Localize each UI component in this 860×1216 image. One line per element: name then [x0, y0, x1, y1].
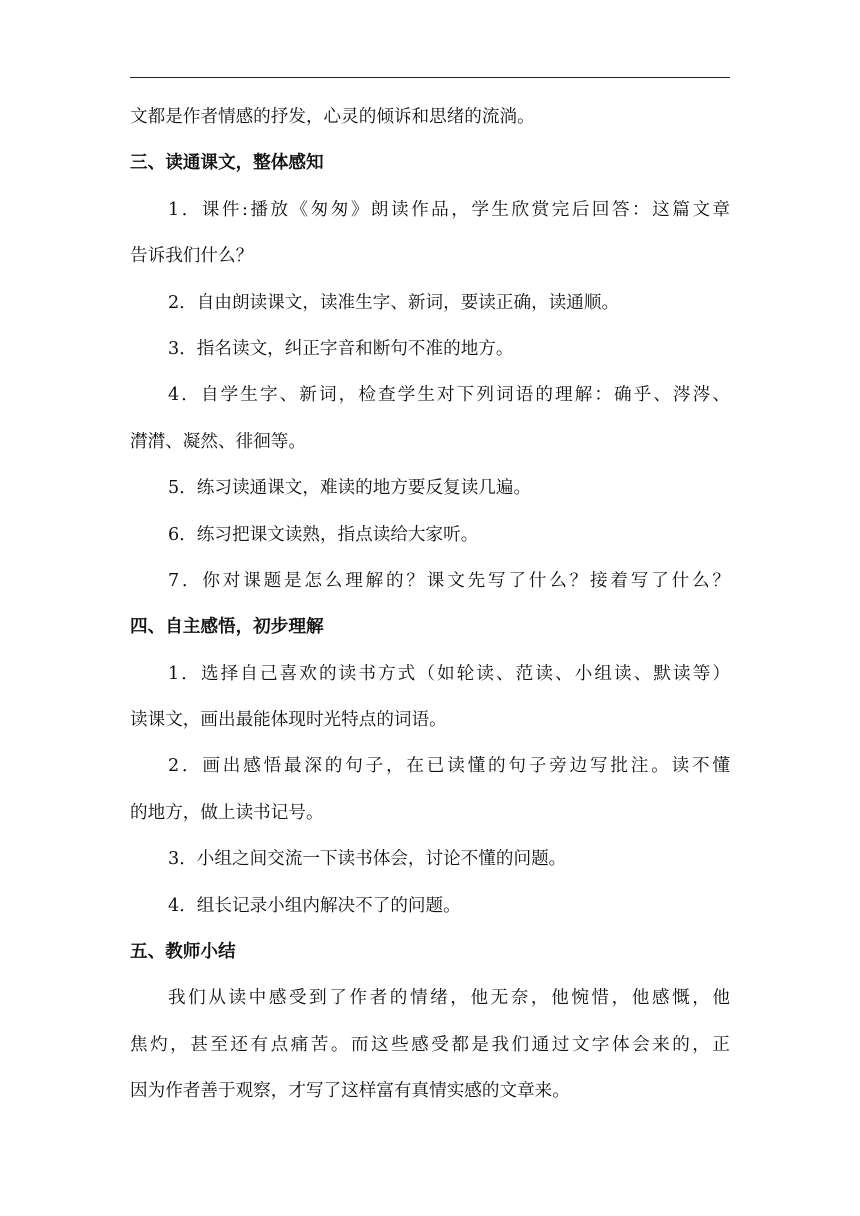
paragraph-line: 1．选择自己喜欢的读书方式（如轮读、范读、小组读、默读等）	[168, 663, 730, 684]
paragraph-line: 读课文，画出最能体现时光特点的词语。	[130, 710, 447, 731]
paragraph-line: 告诉我们什么？	[130, 246, 254, 267]
paragraph-line: 的地方，做上读书记号。	[130, 802, 324, 823]
header-rule	[130, 77, 730, 78]
paragraph-line: 4．自学生字、新词，检查学生对下列词语的理解：确乎、涔涔、	[168, 385, 730, 406]
paragraph-line: 2．画出感悟最深的句子，在已读懂的句子旁边写批注。读不懂	[168, 756, 730, 777]
paragraph-line: 2．自由朗读课文，读准生字、新词，要读正确，读通顺。	[168, 292, 620, 313]
paragraph-line: 4．组长记录小组内解决不了的问题。	[168, 895, 461, 916]
section-heading: 四、自主感悟，初步理解	[130, 616, 324, 638]
paragraph-line: 潸潸、凝然、徘徊等。	[130, 431, 306, 452]
paragraph-line: 文都是作者情感的抒发，心灵的倾诉和思绪的流淌。	[130, 107, 535, 127]
document-body	[130, 105, 730, 1126]
paragraph-line: 因为作者善于观察，才写了这样富有真情实感的文章来。	[130, 1081, 570, 1102]
section-heading: 三、读通课文，整体感知	[130, 152, 324, 174]
paragraph-line: 6．练习把课文读熟，指点读给大家听。	[168, 524, 479, 545]
paragraph-line: 焦灼，甚至还有点痛苦。而这些感受都是我们通过文字体会来的，正	[130, 1034, 730, 1055]
paragraph-line: 3．指名读文，纠正字音和断句不准的地方。	[168, 338, 514, 359]
section-heading: 五、教师小结	[130, 941, 236, 963]
paragraph-line: 3．小组之间交流一下读书体会，讨论不懂的问题。	[168, 849, 567, 870]
paragraph-line: 5．练习读通课文，难读的地方要反复读几遍。	[168, 478, 532, 499]
paragraph-line: 我们从读中感受到了作者的情绪，他无奈，他惋惜，他感慨，他	[168, 988, 730, 1009]
paragraph-line: 1．课件:播放《匆匆》朗读作品，学生欣赏完后回答：这篇文章	[168, 199, 730, 220]
paragraph-line: 7．你对课题是怎么理解的？课文先写了什么？接着写了什么？	[168, 570, 730, 591]
